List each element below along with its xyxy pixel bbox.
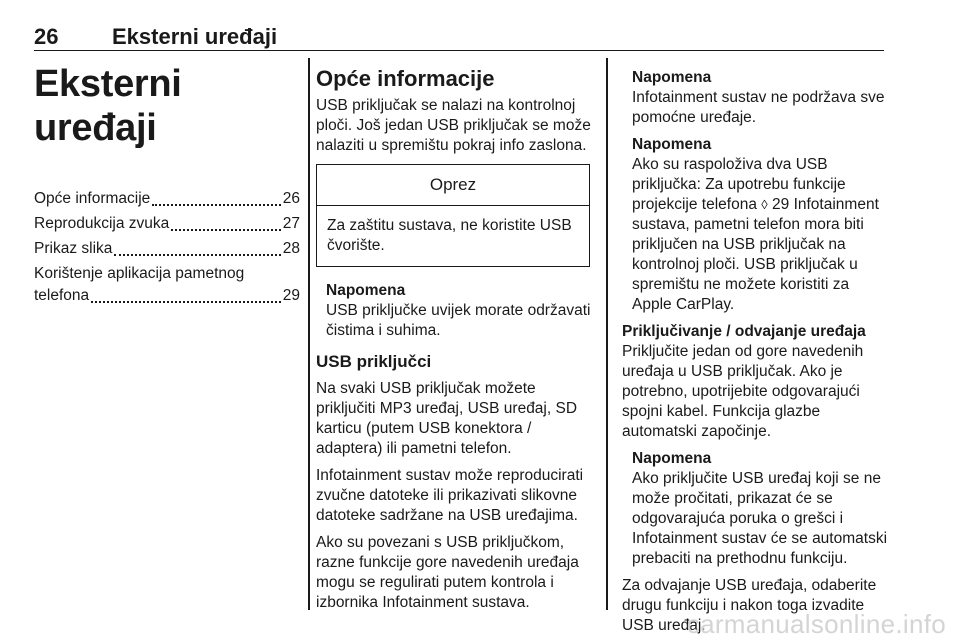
paragraph: Na svaki USB priključak možete priključiti MP3 uređaj, USB uređaj, SD karticu (putem USB konektora / adaptera) ili pametni telefon. [316,380,578,457]
column-notes [622,58,888,643]
page-ref-arrow-icon: ◊ [761,197,768,212]
note-title: Napomena [632,69,712,86]
toc-dots [91,301,281,303]
watermark: carmanualsonline.info [686,609,946,639]
toc-page: 29 [282,287,300,304]
toc-dots [114,254,280,256]
toc-entry[interactable] [34,263,300,307]
note-title: Napomena [632,450,712,467]
toc-label: Opće informacije [34,190,151,207]
toc-page: 27 [282,215,300,232]
toc-dots [152,204,280,206]
note-text: Ako priključite USB uređaj koji se ne može pročitati, prikazat će se odgovarajuća poruka o grešci i Infotainment sustav će se automatski prebaciti na prethodnu funkciju. [632,470,888,567]
toc-page: 28 [282,240,300,257]
note [632,68,888,128]
caution-text: Za zaštitu sustava, ne koristite USB čvorište. [327,217,572,254]
toc-label: Korištenje aplikacija pametnog [34,265,245,282]
note-title: Napomena [326,282,406,299]
toc-entry[interactable] [34,188,300,210]
note [632,449,888,569]
caution-title: Oprez [317,165,589,206]
toc-page: 26 [282,190,300,207]
note-title: Napomena [632,136,712,153]
paragraph: Za odvajanje USB uređaja, odaberite drugu funkciju i nakon toga izvadite USB uređaj. [622,577,877,634]
paragraph: Priključite jedan od gore navedenih uređaja u USB priključak. Ako je potrebno, upotrijebite odgovarajući spojni kabel. Funkcija glazbe automatski započinje. [622,343,864,440]
note [632,135,888,315]
page-header [34,20,884,51]
note-text: Infotainment sustav ne podržava sve pomoćne uređaje. [632,89,885,126]
toc-entry[interactable] [34,238,300,260]
column-general-info [316,58,594,620]
connect-heading: Priključivanje / odvajanje uređaja [622,323,866,340]
caution-box [316,164,590,267]
section-title: Opće informacije [316,66,495,91]
page-ref-link[interactable]: 29 [772,196,790,213]
note [326,281,594,341]
chapter-title: Eksterni uređaji [34,63,182,149]
paragraph: Infotainment sustav može reproducirati zvučne datoteke ili prikazivati slikovne datoteke sadržane na USB uređajima. [316,467,584,524]
note-text [632,155,888,315]
intro-paragraph: USB priključak se nalazi na kontrolnoj ploči. Još jedan USB priključak se može nalaziti u spremištu pokraj info zaslona. [316,97,591,154]
toc-dots [171,229,280,231]
note-text: USB priključke uvijek morate održavati čistima i suhima. [326,302,591,339]
column-divider-2 [606,58,608,610]
toc-label: Prikaz slika [34,240,113,257]
note-text-part: Ako su raspoloživa dva USB priključka: Za upotrebu funkcije projekcije telefona [632,156,846,213]
usb-heading: USB priključci [316,352,432,371]
page-number: 26 [34,24,59,49]
toc-label: Reprodukcija zvuka [34,215,170,232]
note-text-part: Infotainment sustava, pametni telefon mora biti priključen na USB priključak na kontrolnoj ploči. USB priključak u spremištu ne možete koristiti za Apple CarPlay. [632,196,879,313]
paragraph: Ako su povezani s USB priključkom, razne funkcije gore navedenih uređaja mogu se regulirati putem kontrola i izbornika Infotainment sustava. [316,534,579,611]
header-title: Eksterni uređaji [112,24,278,49]
column-divider-1 [308,58,310,610]
column-toc [34,58,300,310]
table-of-contents [34,188,300,307]
toc-label-cont: telefona [34,287,90,304]
toc-entry[interactable] [34,213,300,235]
